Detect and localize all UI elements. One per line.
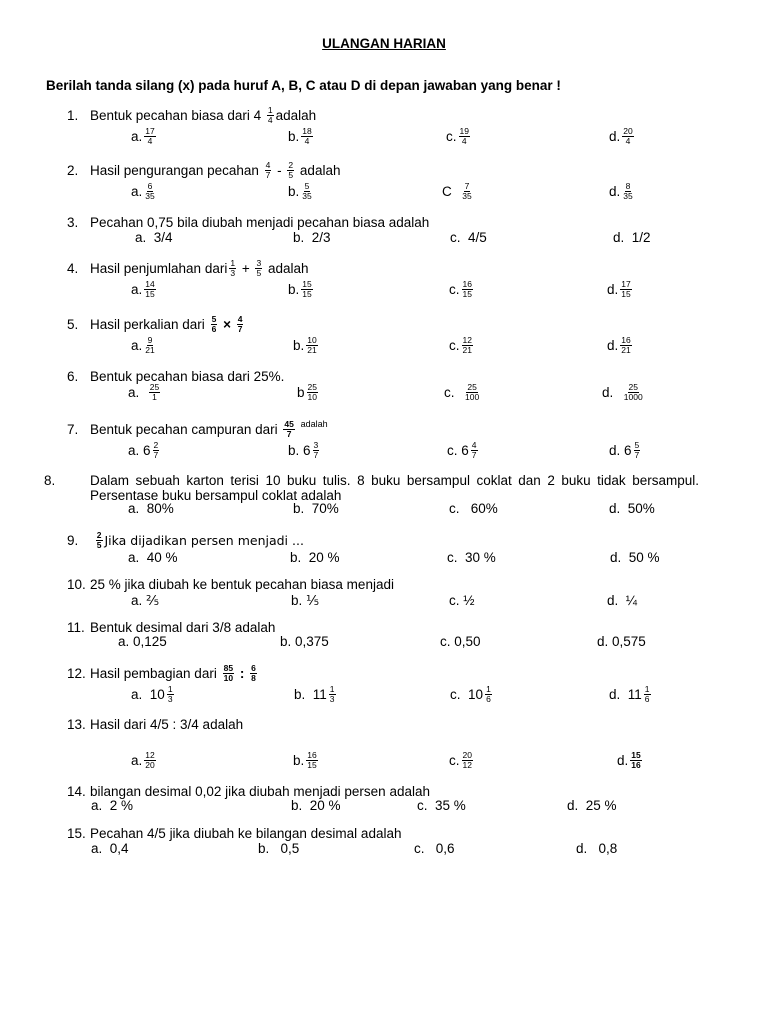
question-11 <box>67 620 275 635</box>
option-d[interactable]: d. $\frac{20}{4}$ <box>609 126 633 146</box>
question-4: 4. Hasil penjumlahan dari $\frac{1}{3}$ + $\frac{3}{5}$ adalah <box>67 258 309 278</box>
option-d[interactable]: d. 25 % <box>567 798 617 813</box>
option-c[interactable]: C $\frac{7}{35}$ <box>442 181 472 201</box>
option-d[interactable]: d. 6 $\frac{5}{7}$ <box>609 440 640 460</box>
option-a[interactable]: a. ⅖ <box>131 593 160 608</box>
question-1 <box>67 107 316 126</box>
question-text: 25 % jika diubah ke bentuk pecahan biasa menjadi <box>90 577 394 592</box>
option-c[interactable]: c. ½ <box>449 593 475 608</box>
question-6 <box>67 369 284 384</box>
option-c[interactable]: c. $\frac{19}{4}$ <box>446 126 469 146</box>
option-a[interactable]: a. $\frac{14}{15}$ <box>131 279 155 299</box>
question-number: 8. <box>44 473 56 488</box>
option-c[interactable]: c. 4/5 <box>450 230 487 245</box>
question-number: 5. <box>67 317 79 333</box>
question-text: Jika dijadikan persen menjadi ... <box>104 533 304 549</box>
option-a[interactable]: a. $\frac{9}{21}$ <box>131 335 155 355</box>
option-d[interactable]: d. 50 % <box>610 550 660 565</box>
option-a[interactable]: a. 2 % <box>91 798 134 813</box>
option-b[interactable]: b. 20 % <box>290 550 340 565</box>
question-5: 5. Hasil perkalian dari $\frac{5}{6}$ × $\frac{4}{7}$ <box>67 314 243 334</box>
question-9: 9. $\frac{2}{5}$ Jika dijadikan persen menjadi ... <box>67 530 304 550</box>
option-a[interactable]: a. 40 % <box>128 550 178 565</box>
question-number: 12. <box>67 666 86 682</box>
question-text: Hasil perkalian dari <box>90 317 205 333</box>
question-number: 6. <box>67 369 79 384</box>
option-a[interactable]: a. 80% <box>128 501 174 516</box>
question-number: 1. <box>67 108 79 124</box>
option-d[interactable]: d. ¼ <box>607 593 638 608</box>
option-d[interactable]: d. 1/2 <box>613 230 651 245</box>
option-c[interactable]: c. 10 $\frac{1}{6}$ <box>450 684 491 704</box>
option-a[interactable]: a. 3/4 <box>135 230 173 245</box>
option-a[interactable]: a. $\frac{12}{20}$ <box>131 750 155 770</box>
option-d[interactable]: d. 11 $\frac{1}{6}$ <box>609 684 650 704</box>
question-10 <box>67 577 394 592</box>
option-c[interactable]: c. 0,6 <box>414 841 455 856</box>
option-a[interactable]: a. $\frac{17}{4}$ <box>131 126 155 146</box>
option-d[interactable]: d. $\frac{15}{16}$ <box>617 750 641 770</box>
option-a[interactable]: a. 6 $\frac{2}{7}$ <box>128 440 159 460</box>
question-number: 9. <box>67 533 79 549</box>
option-d[interactable]: d. $\frac{25}{1000}$ <box>602 382 643 402</box>
option-c[interactable]: c. $\frac{12}{21}$ <box>449 335 472 355</box>
question-text: Hasil penjumlahan dari <box>90 261 228 277</box>
option-a[interactable]: a. 0,125 <box>118 634 167 649</box>
question-text: Dalam sebuah karton terisi 10 buku tulis. 8 buku bersampul coklat dan 2 buku tidak bersampul. Persentase buku bersampul coklat adalah <box>90 473 699 503</box>
question-text: Bentuk desimal dari 3/8 adalah <box>90 620 276 635</box>
option-b[interactable]: b. 11 $\frac{1}{3}$ <box>294 684 335 704</box>
option-b[interactable]: b. ⅕ <box>291 593 320 608</box>
question-text: Bentuk pecahan biasa dari 25%. <box>90 369 285 384</box>
option-b[interactable]: b. $\frac{15}{15}$ <box>288 279 312 299</box>
question-number: 2. <box>67 163 79 179</box>
option-c[interactable]: c. $\frac{16}{15}$ <box>449 279 472 299</box>
option-b[interactable]: b. $\frac{5}{35}$ <box>288 181 312 201</box>
question-number: 13. <box>67 717 86 732</box>
option-b[interactable]: b $\frac{25}{10}$ <box>297 382 317 402</box>
page-title: ULANGAN HARIAN <box>322 36 446 51</box>
question-text: Pecahan 0,75 bila diubah menjadi pecahan biasa adalah <box>90 215 430 230</box>
option-a[interactable]: a. 0,4 <box>91 841 129 856</box>
question-13 <box>67 717 243 732</box>
option-b[interactable]: b. 2/3 <box>293 230 331 245</box>
question-text: Bentuk pecahan campuran dari <box>90 422 278 438</box>
question-number: 11. <box>67 620 85 635</box>
option-d[interactable]: d. $\frac{17}{15}$ <box>607 279 631 299</box>
option-c[interactable]: c. $\frac{20}{12}$ <box>449 750 472 770</box>
question-text: adalah <box>275 108 317 124</box>
option-c[interactable]: c. $\frac{25}{100}$ <box>444 382 480 402</box>
question-15 <box>67 826 401 841</box>
question-7: 7. Bentuk pecahan campuran dari $\frac{45}{7}$ $^{adalah}$ <box>67 419 328 439</box>
question-text: Pecahan 4/5 jika diubah ke bilangan desimal adalah <box>90 826 402 841</box>
question-3 <box>67 215 429 230</box>
question-number: 3. <box>67 215 79 230</box>
question-8 <box>44 473 699 503</box>
option-a[interactable]: a. $\frac{6}{35}$ <box>131 181 155 201</box>
option-c[interactable]: c. 60% <box>449 501 498 516</box>
question-12: 12. Hasil pembagian dari $\frac{85}{10}$ : $\frac{6}{8}$ <box>67 663 256 683</box>
option-b[interactable]: b. 6 $\frac{3}{7}$ <box>288 440 319 460</box>
option-c[interactable]: c. 0,50 <box>440 634 481 649</box>
question-text: Hasil pembagian dari <box>90 666 217 682</box>
option-b[interactable]: b. $\frac{18}{4}$ <box>288 126 312 146</box>
question-text: Hasil pengurangan pecahan <box>90 163 259 179</box>
option-b[interactable]: b. $\frac{10}{21}$ <box>293 335 317 355</box>
instruction: Berilah tanda silang (x) pada huruf A, B, C atau D di depan jawaban yang benar ! <box>46 78 561 93</box>
option-a[interactable]: a. 10 $\frac{1}{3}$ <box>131 684 173 704</box>
option-c[interactable]: c. 30 % <box>447 550 496 565</box>
question-number: 10. <box>67 577 86 592</box>
question-number: 4. <box>67 261 79 277</box>
option-b[interactable]: b. 70% <box>293 501 339 516</box>
option-b[interactable]: b. 0,375 <box>280 634 329 649</box>
option-a[interactable]: a. $\frac{25}{1}$ <box>128 382 160 402</box>
option-c[interactable]: c. 35 % <box>417 798 466 813</box>
question-text: bilangan desimal 0,02 jika diubah menjadi persen adalah <box>90 784 430 799</box>
option-d[interactable]: d. 0,575 <box>597 634 646 649</box>
question-2: 2. Hasil pengurangan pecahan $\frac{4}{7}$ - $\frac{2}{5}$ adalah <box>67 160 341 180</box>
option-b[interactable]: b. 20 % <box>291 798 341 813</box>
question-number: 7. <box>67 422 79 438</box>
question-14 <box>67 784 430 799</box>
question-text: Hasil dari 4/5 : 3/4 adalah <box>90 717 244 732</box>
question-number: 14. <box>67 784 86 799</box>
question-text: Bentuk pecahan biasa dari 4 <box>90 108 262 124</box>
option-b[interactable]: b. 0,5 <box>258 841 300 856</box>
option-d[interactable]: d. $\frac{16}{21}$ <box>607 335 631 355</box>
mixed-fraction: $\frac{1}{4}$ <box>267 105 273 125</box>
option-c[interactable]: c. 6 $\frac{4}{7}$ <box>447 440 477 460</box>
option-d[interactable]: d. 50% <box>609 501 655 516</box>
question-number: 15. <box>67 826 86 841</box>
option-d[interactable]: d. 0,8 <box>576 841 618 856</box>
option-b[interactable]: b. $\frac{16}{15}$ <box>293 750 317 770</box>
option-d[interactable]: d. $\frac{8}{35}$ <box>609 181 633 201</box>
